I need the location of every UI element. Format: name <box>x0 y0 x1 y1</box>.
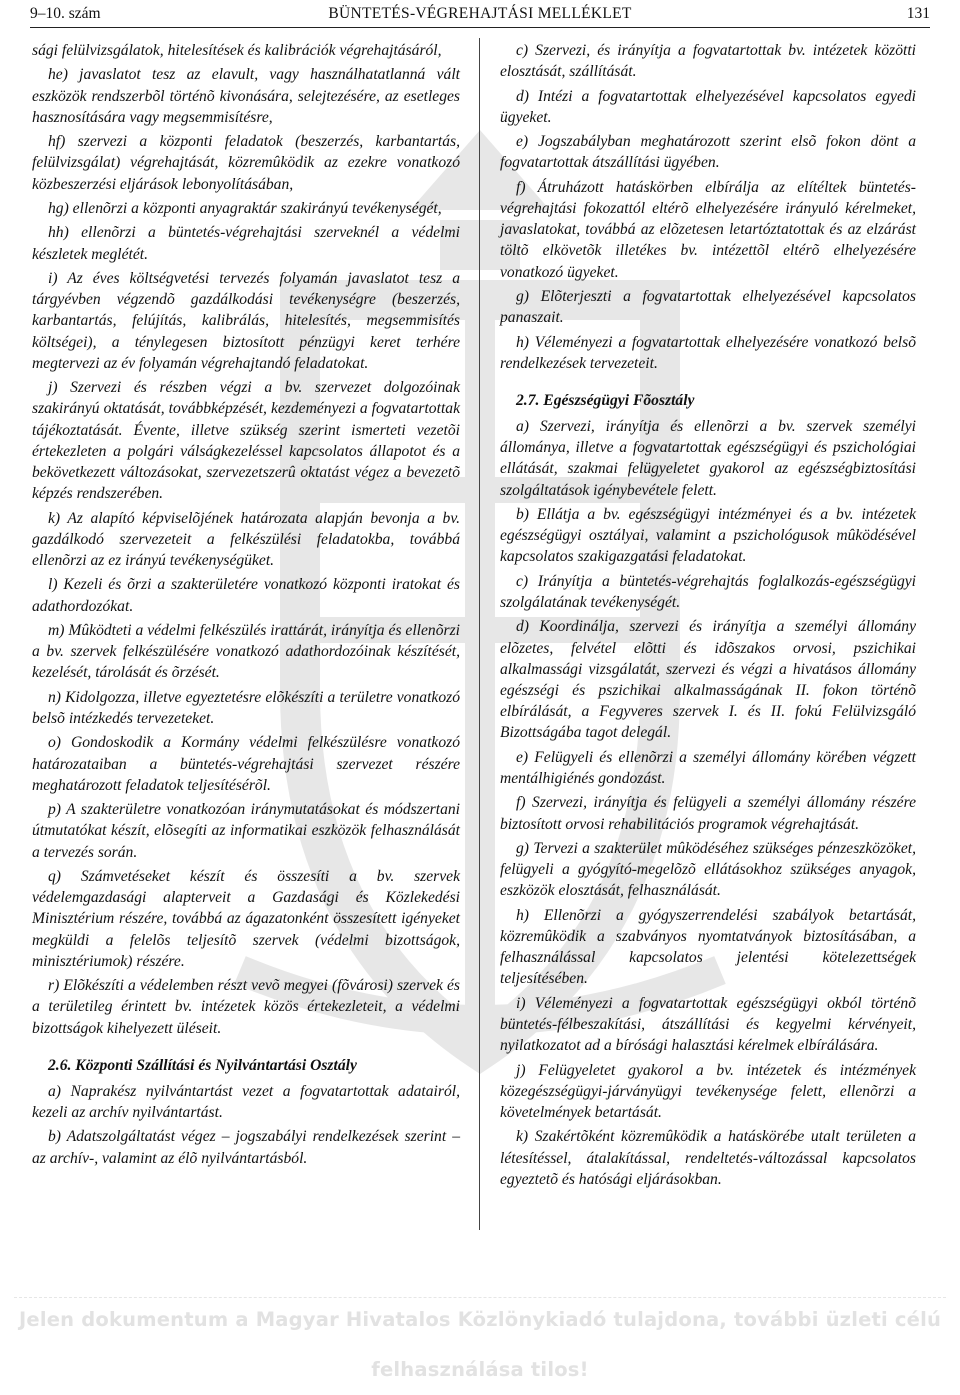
paragraph: c) Irányítja a büntetés-végrehajtás foglalkozás-egészségügyi szolgálatának tevékenységét. <box>500 572 916 611</box>
left-column <box>32 40 460 1172</box>
paragraph: l) Kezeli és õrzi a szakterületére vonatkozó központi iratokat és adathordozókat. <box>32 576 460 615</box>
paragraph: q) Számvetéseket készít és összesíti a bv. szervek védelemgazdasági alapterveit a Gazdasági és Közlekedési Minisztérium részére, továbbá az ágazatonként összesített igényeket megküldi a felelõs teljesítõ szervek (védelmi bizottságok, minisztériumok) részére. <box>32 867 460 970</box>
paragraph: o) Gondoskodik a Kormány védelmi felkészülésre vonatkozó határozataiban a büntetés-végrehajtási szervezet részére meghatározott feladatok teljesítésérõl. <box>32 734 460 794</box>
paragraph: hh) ellenõrzi a büntetés-végrehajtási szerveknél a védelmi készletek meglétét. <box>32 224 460 263</box>
paragraph: r) Elõkészíti a védelemben részt vevõ megyei (fõvárosi) szervek és a területileg érintett bv. intézetek közös értekezleteit, a védelmi bizottságok kihelyezett üléseit. <box>32 977 460 1037</box>
paragraph: c) Szervezi, és irányítja a fogvatartottak bv. intézetek közötti elosztását, szállítását. <box>500 42 916 81</box>
paragraph: hf) szervezi a központi feladatok (beszerzés, karbantartás, felülvizsgálat) végrehajtását, közremûködik az ezekre vonatkozó közbeszerzési eljárások lebonyolításában, <box>32 133 460 193</box>
paragraph: m) Mûködteti a védelmi felkészülés irattárát, irányítja és ellenõrzi a bv. szervek felkészülésére vonatkozó adathordozóinak készítését, kezelését, tárolását és õrzését. <box>32 621 460 682</box>
paragraph: j) Felügyeletet gyakorol a bv. intézetek és intézmények közegészségügyi-járványügyi tevékenysége felett, ellenõrzi a követelmények betartását. <box>500 1061 916 1121</box>
paragraph: f) Átruházott hatáskörben elbírálja az elítéltek büntetés-végrehajtási fokozattól eltérõ elhelyezésére irányuló kérelmeket, javaslatokat, továbbá az elõzetesen letartóztatottak és az elzárást töltõ elkövetõk illetékes bv. intézettõl eltérõ elhelyezésére vonatkozó ügyeket. <box>500 178 916 281</box>
paragraph: he) javaslatot tesz az elavult, vagy használhatatlanná vált eszközök rendszerbõl történõ kivonására, selejtezésére, az esetleges hasznosítására vagy megsemmisítésre, <box>32 66 460 126</box>
paragraph: sági felülvizsgálatok, hitelesítések és kalibrációk végrehajtásáról, <box>32 42 442 59</box>
paragraph: b) Adatszolgáltatást végez – jogszabályi rendelkezések szerint – az archív-, valamint az élõ nyilvántartásból. <box>32 1128 460 1167</box>
paragraph: h) Véleményezi a fogvatartottak elhelyezésére vonatkozó belsõ rendelkezések tervezeteit. <box>500 333 916 372</box>
section-heading: 2.7. Egészségügyi Fõosztály <box>516 391 695 409</box>
paragraph: d) Intézi a fogvatartottak elhelyezésével kapcsolatos egyedi ügyeket. <box>500 87 916 126</box>
paragraph: e) Jogszabályban meghatározott szerint elsõ fokon dönt a fogvatartottak átszállítási ügyében. <box>500 133 916 172</box>
paragraph: n) Kidolgozza, illetve egyeztetésre elõkészíti a területre vonatkozó belsõ intézkedés tervezeteket. <box>32 688 460 727</box>
paragraph: g) Elõterjeszti a fogvatartottak elhelyezésével kapcsolatos panaszait. <box>500 287 916 327</box>
paragraph: i) Véleményezi a fogvatartottak egészségügyi okból történõ büntetés-félbeszakítási, átszállítási és kegyelmi kérvényeit, nyilatkozatot ad a bírósági halasztási kérelmek elbírálására. <box>500 994 916 1055</box>
paragraph: j) Szervezi és részben végzi a bv. szervezet dolgozóinak szakirányú oktatását, továbbképzését, kezdeményezi a fogvatartottak tájékoztatását. Évente, illetve szükség szerint ismerteti vezetõi értekezleten a polgári válságkezeléssel kapcsolatos állapotot és a bekövetkezett változásokat, szervezetszerû oktatást végez a bevezetõ képzés rendszerében. <box>32 379 460 503</box>
paragraph: k) Az alapító képviselõjének határozata alapján bevonja a bv. gazdálkodó szervezeteit a felkészülési feladatokba, továbbá ellenõrzi az ez irányú tevékenységüket. <box>32 509 460 569</box>
paragraph: a) Naprakész nyilvántartást vezet a fogvatartottak adatairól, kezeli az archív nyilvántartást. <box>32 1082 460 1121</box>
paragraph: b) Ellátja a bv. egészségügyi intézményei és a bv. intézetek egészségügyi osztályai, valamint a pszichológusok mûködésével kapcsolatos szakigazgatási feladatokat. <box>500 505 916 566</box>
column-divider <box>479 38 480 1230</box>
paragraph: p) A szakterületre vonatkozóan iránymutatásokat és módszertani útmutatókat készít, elõsegíti az informatikai eszközök felhasználását a tervezés során. <box>32 801 460 861</box>
issue-number: 9–10. szám <box>30 5 101 22</box>
right-column <box>500 40 916 1193</box>
header-rule <box>30 27 930 28</box>
paragraph: h) Ellenõrzi a gyógyszerrendelési szabályok betartását, közremûködik a szabványos nyomtatványok biztosításában, a felhasználással kapcsolatos jelentési kötelezettségek teljesítésében. <box>500 906 916 988</box>
paragraph: k) Szakértõként közremûködik a hatáskörébe utalt területen a létesítéssel, átalakítással, rendeltetés-változással kapcsolatos egyeztetõ és hatósági eljárásokban. <box>500 1128 916 1188</box>
paragraph: f) Szervezi, irányítja és felügyeli a személyi állomány részére biztosított orvosi rehabilitációs programok végrehajtását. <box>500 794 916 833</box>
section-heading: 2.6. Központi Szállítási és Nyilvántartási Osztály <box>48 1056 357 1074</box>
paragraph: d) Koordinálja, szervezi és irányítja a személyi állomány elõzetes, felvétel elõtti és idõszakos orvosi, pszichikai alkalmassági vizsgálatát, szervezi és végzi a hivatásos állomány egészségi és pszichikai alkalmasságának II. fokon történõ elbírálását, a Fegyveres szervek I. és II. fokú Felülvizsgáló Bizottságába tagot delegál. <box>500 618 916 742</box>
paragraph: g) Tervezi a szakterület mûködéséhez szükséges pénzeszközöket, felügyeli a gyógyító-megelõzõ ellátásokhoz szükséges anyagok, eszközök elosztását, felhasználását. <box>500 839 916 900</box>
paragraph: hg) ellenõrzi a központi anyagraktár szakirányú tevékenységét, <box>48 199 442 217</box>
publication-title: BÜNTETÉS-VÉGREHAJTÁSI MELLÉKLET <box>328 5 632 22</box>
paragraph: i) Az éves költségvetési tervezés folyamán javaslatot tesz a tárgyévben végzendõ gazdálkodási tevékenységre (beszerzés, karbantartás, felújítás, kalibrálás, hitelesítés, megsemmisítés költségei), a ténylegesen biztosított pénzügyi keret terhére megtervezi az év folyamán végrehajtandó feladatokat. <box>32 269 460 372</box>
page-header <box>30 0 930 26</box>
ownership-watermark: Jelen dokumentum a Magyar Hivatalos Közlönykiadó tulajdona, további üzleti célú felhasználása tilos! <box>18 1308 942 1381</box>
paragraph: e) Felügyeli és ellenõrzi a személyi állomány körében végzett mentálhigiénés gondozást. <box>500 748 916 787</box>
paragraph: a) Szervezi, irányítja és ellenõrzi a bv. szervek személyi állománya, illetve a fogvatartottak egészségügyi és pszichológiai ellátását, szakmai felügyeletet gyakorol az egészségbiztosítási szolgáltatások igénybevétele felett. <box>500 417 916 499</box>
page-number: 131 <box>906 5 930 22</box>
